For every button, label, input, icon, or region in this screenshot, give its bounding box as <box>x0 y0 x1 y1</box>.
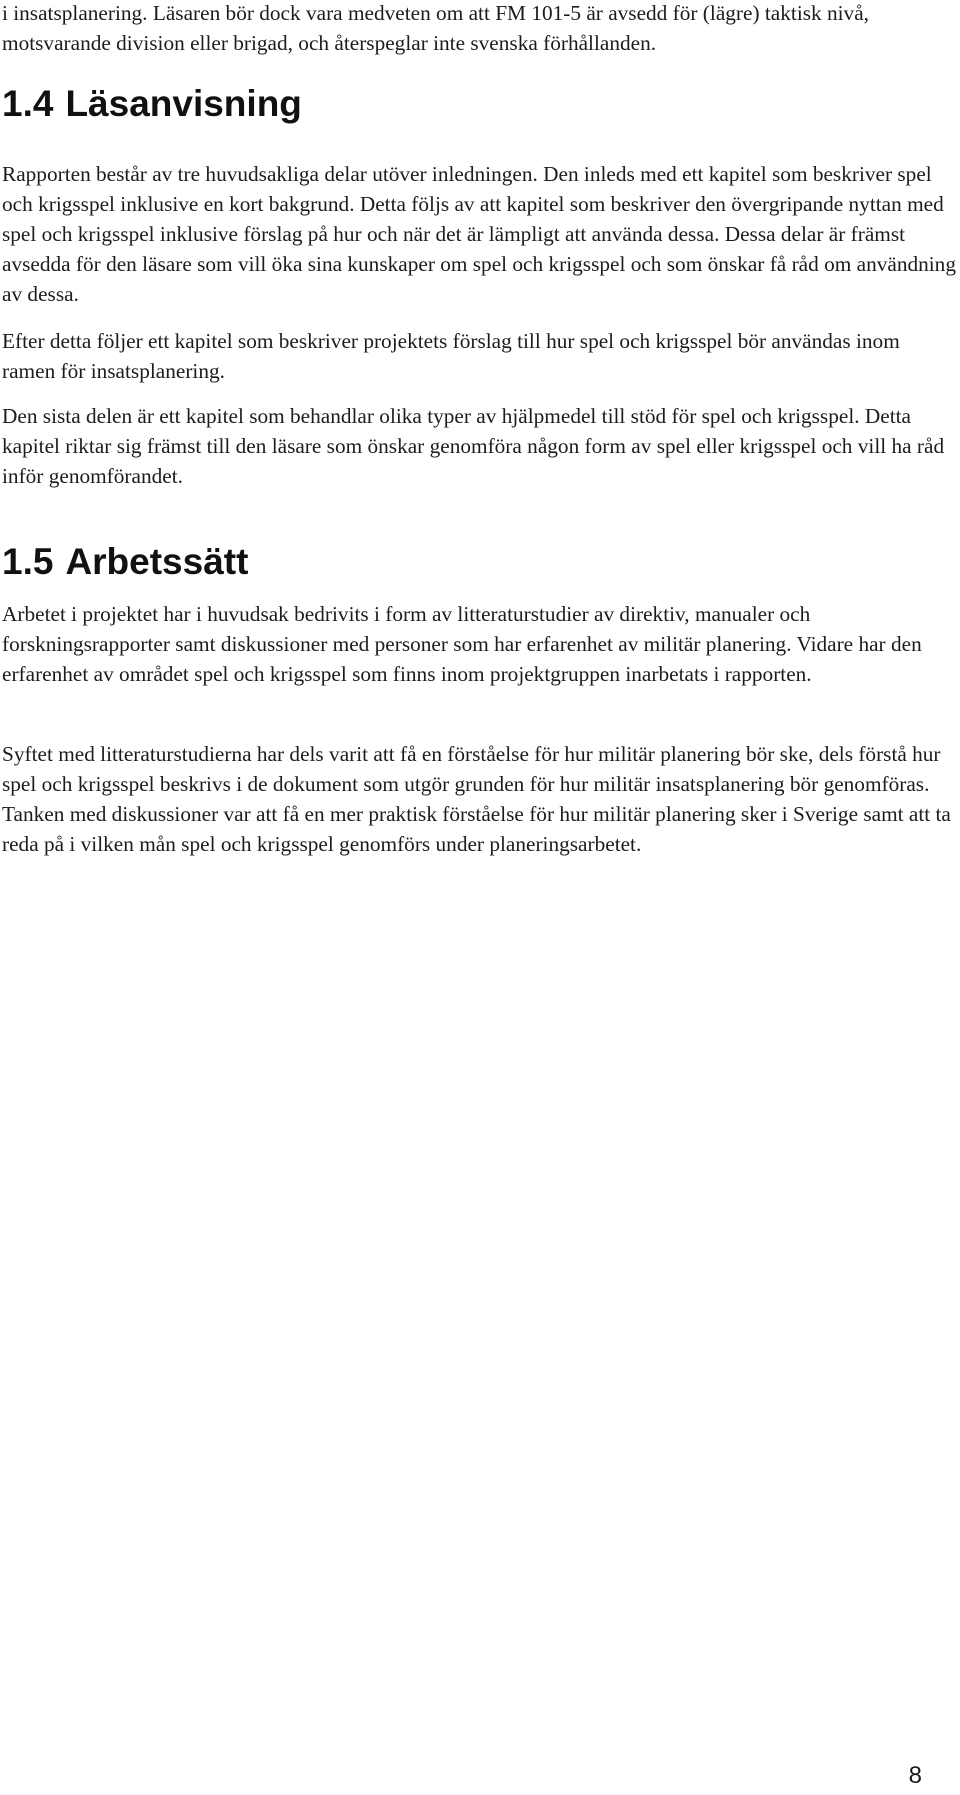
body-paragraph: Rapporten består av tre huvudsakliga delar utöver inledningen. Den inleds med ett kapitel som beskriver spel och krigsspel inklusive en kort bakgrund. Detta följs av att kapitel som beskriver den övergripande nyttan med spel och krigsspel inklusive förslag på hur och när det är lämpligt att använda dessa. Dessa delar är främst avsedda för den läsare som vill öka sina kunskaper om spel och krigsspel och som önskar få råd om användning av dessa. <box>2 162 956 306</box>
body-paragraph: Arbetet i projektet har i huvudsak bedrivits i form av litteraturstudier av direktiv, manualer och forskningsrapporter samt diskussioner med personer som har erfarenhet av militär planering. Vidare har den erfarenhet av området spel och krigsspel som finns inom projektgruppen inarbetats i rapporten. <box>2 602 922 686</box>
intro-paragraph: i insatsplanering. Läsaren bör dock vara medveten om att FM 101-5 är avsedd för (lägre) taktisk nivå, motsvarande division eller brigad, och återspeglar inte svenska förhållanden. <box>2 1 869 55</box>
section-number: 1.5 <box>2 541 54 582</box>
section-title: Läsanvisning <box>65 83 302 124</box>
section-heading-1-4 <box>2 82 302 126</box>
section-heading-1-5 <box>2 540 248 584</box>
page-number: 8 <box>908 1762 922 1789</box>
section-title: Arbetssätt <box>65 541 249 582</box>
body-paragraph: Den sista delen är ett kapitel som behandlar olika typer av hjälpmedel till stöd för spel och krigsspel. Detta kapitel riktar sig främst till den läsare som önskar genomföra någon form av spel eller krigsspel och vill ha råd inför genomförandet. <box>2 404 945 488</box>
body-paragraph: Syftet med litteraturstudierna har dels varit att få en förståelse för hur militär planering bör ske, dels förstå hur spel och krigsspel beskrivs i de dokument som utgör grunden för hur militär insatsplanering bör genomföras. Tanken med diskussioner var att få en mer praktisk förståelse för hur militär planering sker i Sverige samt att ta reda på i vilken mån spel och krigsspel genomförs under planeringsarbetet. <box>2 742 951 856</box>
section-number: 1.4 <box>2 83 54 124</box>
body-paragraph: Efter detta följer ett kapitel som beskriver projektets förslag till hur spel och krigsspel bör användas inom ramen för insatsplanering. <box>2 329 900 383</box>
